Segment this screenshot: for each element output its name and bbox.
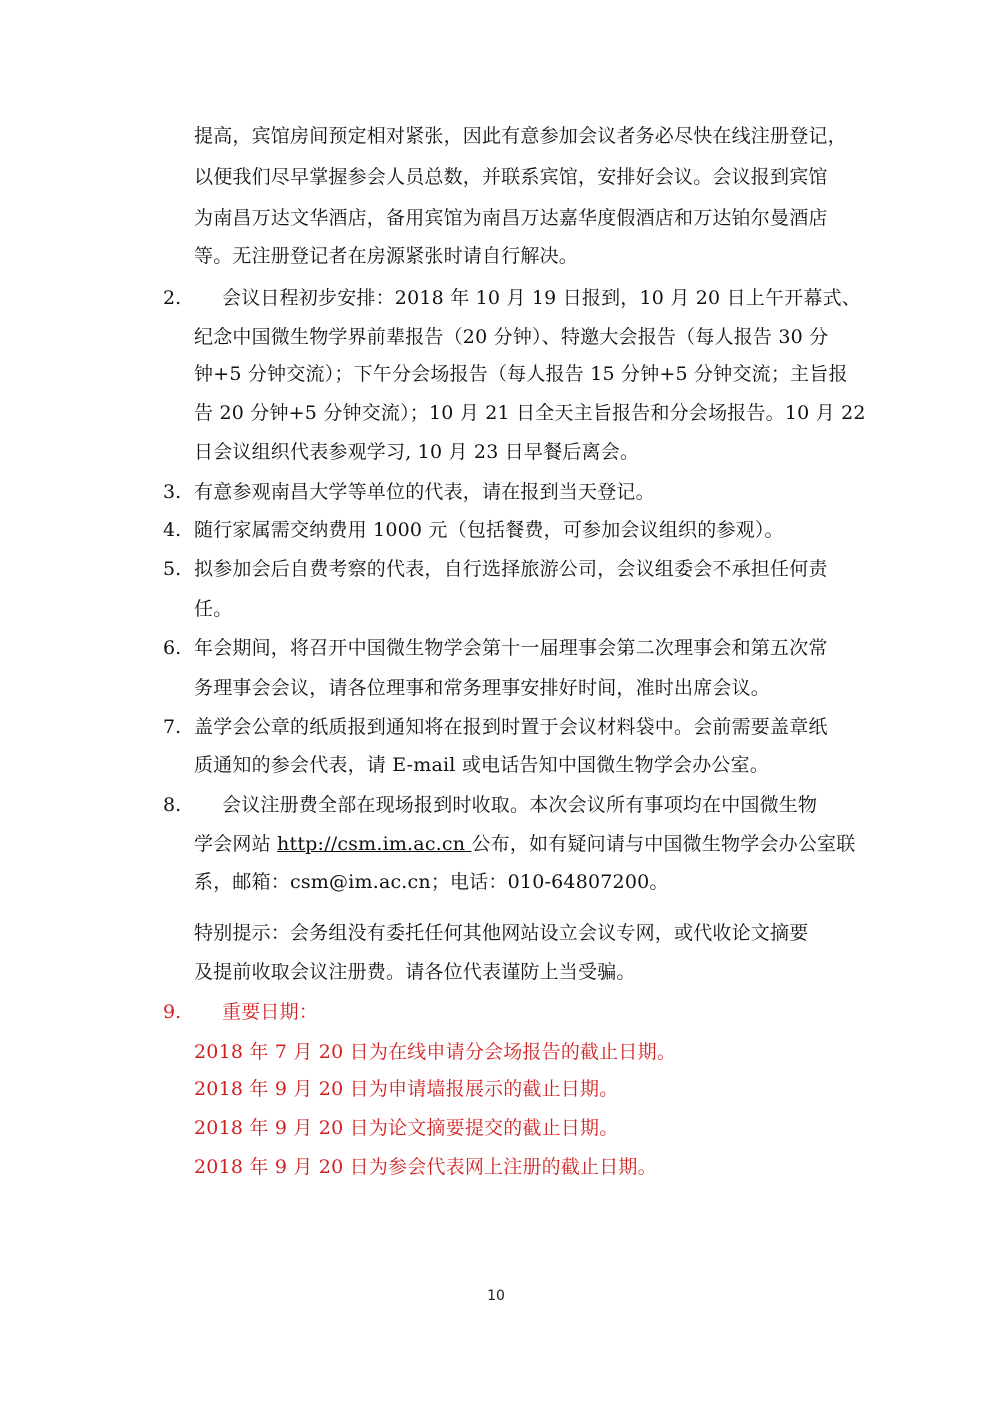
item-line: 有意参观南昌大学等单位的代表，请在报到当天登记。 [194,481,655,503]
item-number: 2. [163,287,182,309]
item-line: 告 20 分钟+5 分钟交流）；10 月 21 日全天主旨报告和分会场报告。10 月 22 [194,402,866,424]
paragraph-line: 提高，宾馆房间预定相对紧张，因此有意参加会议者务必尽快在线注册登记， [194,125,847,147]
item-text: 学会网站 [194,833,278,855]
important-date: 2018 年 9 月 20 日为论文摘要提交的截止日期。 [194,1117,619,1139]
page-number: 10 [487,1288,505,1304]
item-number: 5. [163,558,182,580]
item-number: 9. [163,1001,182,1023]
special-notice-line: 及提前收取会议注册费。请各位代表谨防上当受骗。 [194,961,636,983]
item-line: 纪念中国微生物学界前辈报告（20 分钟）、特邀大会报告（每人报告 30 分 [194,326,829,348]
important-date: 2018 年 9 月 20 日为申请墙报展示的截止日期。 [194,1078,619,1100]
item-line: 拟参加会后自费考察的代表，自行选择旅游公司，会议组委会不承担任何责 [194,558,828,580]
item-number: 7. [163,716,182,738]
website-link[interactable]: http://csm.im.ac.cn [277,833,472,855]
item-line: 年会期间，将召开中国微生物学会第十一届理事会第二次理事会和第五次常 [194,637,828,659]
item-line: 任。 [194,598,233,620]
item-text: 公布，如有疑问请与中国微生物学会办公室联 [471,833,856,855]
paragraph-line: 以便我们尽早掌握参会人员总数，并联系宾馆，安排好会议。会议报到宾馆 [194,166,828,188]
item-line: 钟+5 分钟交流）；下午分会场报告（每人报告 15 分钟+5 分钟交流；主旨报 [194,363,848,385]
special-notice-line: 特别提示：会务组没有委托任何其他网站设立会议专网，或代收论文摘要 [194,922,809,944]
item-line: 会议日程初步安排：2018 年 10 月 19 日报到，10 月 20 日上午开幕式、 [222,287,861,309]
item-number: 6. [163,637,182,659]
item-line: 盖学会公章的纸质报到通知将在报到时置于会议材料袋中。会前需要盖章纸 [194,716,828,738]
paragraph-line: 等。无注册登记者在房源紧张时请自行解决。 [194,245,579,267]
item-line: 随行家属需交纳费用 1000 元（包括餐费，可参加会议组织的参观）。 [194,519,784,541]
item-line: 务理事会会议，请各位理事和常务理事安排好时间，准时出席会议。 [194,677,771,699]
important-dates-heading: 重要日期： [222,1001,319,1023]
item-line: 系，邮箱：csm@im.ac.cn；电话：010-64807200。 [194,871,669,893]
item-number: 3. [163,481,182,503]
item-line: 会议注册费全部在现场报到时收取。本次会议所有事项均在中国微生物 [222,794,818,816]
important-date: 2018 年 9 月 20 日为参会代表网上注册的截止日期。 [194,1156,657,1178]
item-line: 质通知的参会代表，请 E-mail 或电话告知中国微生物学会办公室。 [194,754,770,776]
item-line [194,832,855,856]
item-line: 日会议组织代表参观学习, 10 月 23 日早餐后离会。 [194,441,640,463]
paragraph-line: 为南昌万达文华酒店，备用宾馆为南昌万达嘉华度假酒店和万达铂尔曼酒店 [194,207,828,229]
item-number: 4. [163,519,182,541]
important-date: 2018 年 7 月 20 日为在线申请分会场报告的截止日期。 [194,1041,677,1063]
item-number: 8. [163,794,182,816]
